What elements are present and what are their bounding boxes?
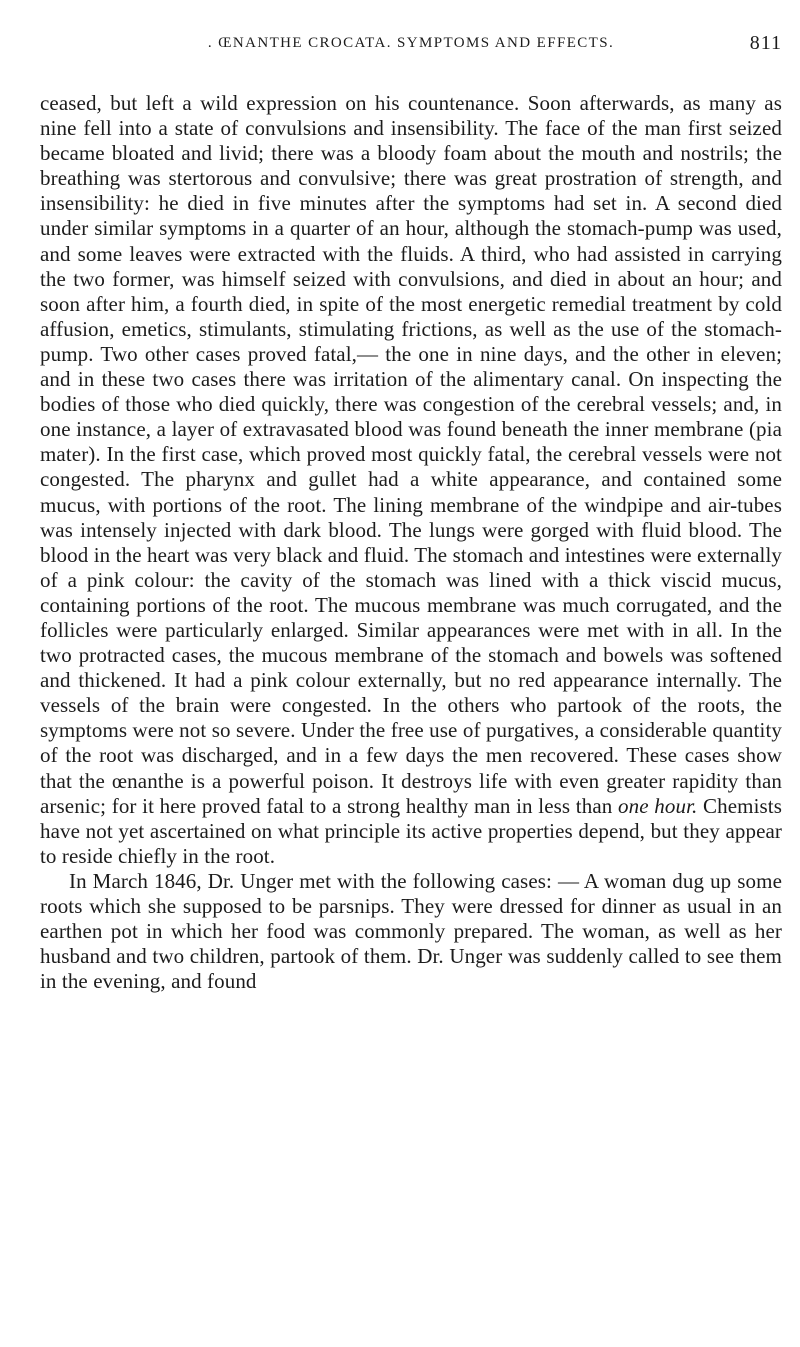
body-text xyxy=(40,91,782,994)
paragraph-text: Chemists have not yet ascertained on what principle its active properties depend, but they appear to reside chiefly in the root. xyxy=(40,793,782,868)
emphasized-phrase: one hour. xyxy=(618,793,698,818)
running-head xyxy=(40,31,782,55)
paragraph-text: ceased, but left a wild expression on his countenance. Soon afterwards, as many as nine fell into a state of convulsions and insensibility. The face of the man first seized became bloated and livid; there was a bloody foam about the mouth and nostrils; the breathing was stertorous and convulsive; there was great prostration of strength, and insensibility: he died in five minutes after the symptoms had set in. A second died under similar symptoms in a quarter of an hour, although the stomach-pump was used, and some leaves were extracted with the fluids. A third, who had assisted in carrying the two former, was himself seized with convulsions, and died in about an hour; and soon after him, a fourth died, in spite of the most energetic remedial treatment by cold affusion, emetics, stimulants, stimulating frictions, as well as the use of the stomach-pump. Two other cases proved fatal,— the one in nine days, and the other in eleven; and in these two cases there was irritation of the alimentary canal. On inspecting the bodies of those who died quickly, there was congestion of the cerebral vessels; and, in one instance, a layer of extravasated blood was found beneath the inner membrane (pia mater). In the first case, which proved most quickly fatal, the cerebral vessels were not congested. The pharynx and gullet had a white appearance, and contained some mucus, with portions of the root. The lining membrane of the windpipe and air-tubes was intensely injected with dark blood. The lungs were gorged with fluid blood. The blood in the heart was very black and fluid. The stomach and intestines were externally of a pink colour: the cavity of the stomach was lined with a thick viscid mucus, containing portions of the root. The mucous membrane was much corrugated, and the follicles were particularly enlarged. Similar appearances were met with in all. In the two protracted cases, the mucous membrane of the stomach and bowels was softened and thickened. It had a pink colour externally, but no red appearance internally. The vessels of the brain were congested. In the others who partook of the roots, the symptoms were not so severe. Under the free use of purgatives, a considerable quantity of the root was discharged, and in a few days the men recovered. These cases show that the œnanthe is a powerful poison. It destroys life with even greater rapidity than arsenic; for it here proved fatal to a strong healthy man in less than xyxy=(40,91,782,818)
paragraph-continued xyxy=(40,91,782,869)
running-head-title: . ŒNANTHE CROCATA. SYMPTOMS AND EFFECTS. xyxy=(207,35,615,51)
paragraph-unger-cases: In March 1846, Dr. Unger met with the following cases: — A woman dug up some roots which she supposed to be parsnips. They were dressed for dinner as usual in an earthen pot in which her food was commonly prepared. The woman, as well as her husband and two children, partook of them. Dr. Unger was suddenly called to see them in the evening, and found xyxy=(40,868,782,994)
page-number: 811 xyxy=(749,32,782,54)
